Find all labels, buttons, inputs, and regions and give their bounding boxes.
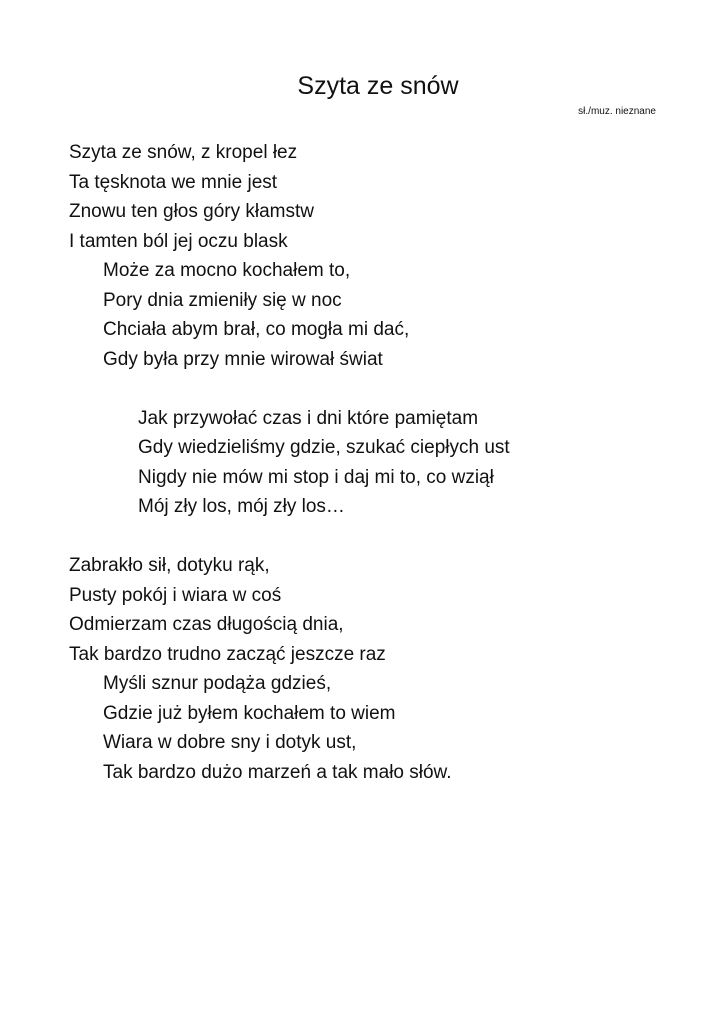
lyric-line: Wiara w dobre sny i dotyk ust,: [103, 732, 357, 753]
lyric-line: Zabrakło sił, dotyku rąk,: [69, 555, 270, 576]
lyric-line: Odmierzam czas długością dnia,: [69, 614, 344, 635]
lyrics-body: [69, 138, 689, 787]
lyric-line: Gdy była przy mnie wirował świat: [103, 348, 383, 370]
chorus-line: Nigdy nie mów mi stop i daj mi to, co wziął: [138, 466, 494, 488]
lyric-line: Chciała abym brał, co mogła mi dać,: [103, 319, 410, 340]
lyric-line: Może za mocno kochałem to,: [103, 260, 351, 281]
lyric-line: Szyta ze snów, z kropel łez: [69, 142, 298, 163]
lyric-line: Ta tęsknota we mnie jest: [69, 171, 278, 193]
chorus-line: Gdy wiedzieliśmy gdzie, szukać ciepłych ust: [138, 437, 510, 458]
lyric-line: Myśli sznur podąża gdzieś,: [103, 673, 332, 694]
lyric-line: Znowu ten głos góry kłamstw: [69, 201, 314, 222]
lyric-line: Tak bardzo dużo marzeń a tak mało słów.: [103, 761, 452, 783]
lyric-line: Pory dnia zmieniły się w noc: [103, 289, 342, 311]
page-title: Szyta ze snów: [297, 72, 459, 100]
lyric-line: Gdzie już byłem kochałem to wiem: [103, 702, 396, 724]
chorus-line: Jak przywołać czas i dni które pamiętam: [138, 407, 479, 429]
lyric-line: Pusty pokój i wiara w coś: [69, 584, 282, 606]
stanza-spacer: [69, 522, 689, 552]
song-credit: sł./muz. nieznane: [578, 106, 656, 117]
chorus-line: Mój zły los, mój zły los…: [138, 496, 345, 517]
stanza-spacer: [69, 374, 689, 404]
lyric-line: Tak bardzo trudno zacząć jeszcze raz: [69, 643, 386, 665]
lyric-line: I tamten ból jej oczu blask: [69, 230, 288, 252]
